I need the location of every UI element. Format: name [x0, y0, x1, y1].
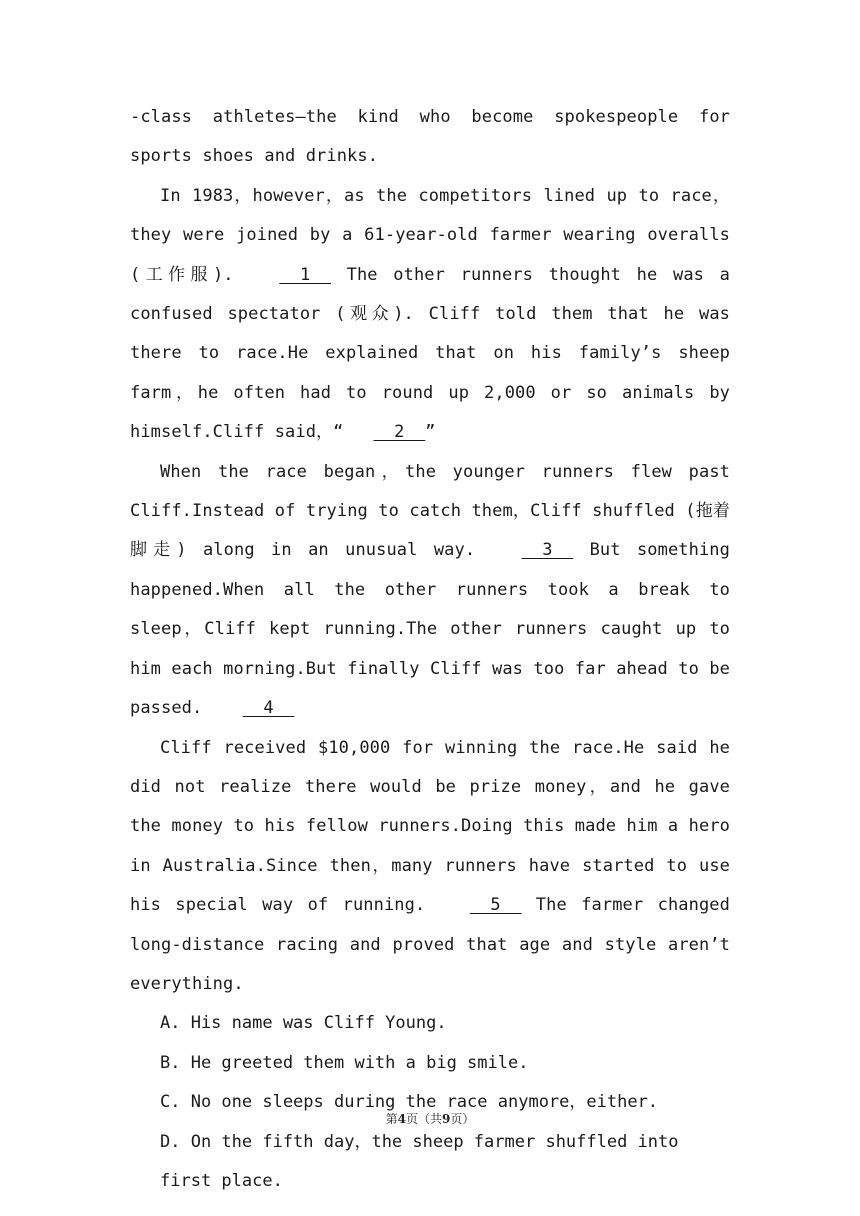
- paragraph-text: In 1983，however，as the competitors lined up to race，they were joined by a 61-year-old farmer wearing overalls (工作服).: [130, 185, 730, 285]
- option-c: C. No one sleeps during the race anymore，either.: [160, 1092, 659, 1113]
- answer-blank: 5: [469, 895, 522, 916]
- answer-blank: 4: [242, 698, 295, 719]
- footer-total-pages: 9: [442, 1112, 451, 1126]
- paragraph-text: The other runners thought he was a confused spectator (观众). Cliff told them that he was there to race.He explained that on his family’s sheep farm，he often had to round up 2,000 or so animals by himself.Cliff said，“: [130, 264, 730, 443]
- footer-prefix: 第: [385, 1112, 398, 1126]
- answer-options: [130, 1004, 730, 1201]
- paragraph-text: -class athletes—the kind who become spokespeople for sports shoes and drinks.: [130, 107, 730, 167]
- page-footer: [0, 1110, 860, 1127]
- reading-passage: [130, 98, 730, 1004]
- footer-middle: 页（共: [405, 1112, 442, 1126]
- paragraph-text: Cliff received $10,000 for winning the race.He said he did not realize there would be prize money，and he gave the money to his fellow runners.Doing this made him a hero in Australia.Since then，many runners have started to use his special way of running.: [130, 737, 730, 916]
- answer-blank: 1: [279, 264, 331, 285]
- paragraph-text: When the race began，the younger runners flew past Cliff.Instead of trying to catch them，Cliff shuffled (拖着脚走) along in an unusual way.: [130, 461, 730, 561]
- paragraph-text: But something happened.When all the other runners took a break to sleep，Cliff kept running.The other runners caught up to him each morning.But finally Cliff was too far ahead to be passed.: [130, 540, 730, 719]
- answer-blank: 3: [521, 540, 574, 561]
- paragraph-text: The farmer changed long-distance racing and proved that age and style aren’t everything.: [130, 895, 730, 994]
- option-b: B. He greeted them with a big smile.: [160, 1052, 529, 1073]
- answer-blank: 2: [373, 422, 426, 443]
- option-d: D. On the fifth day，the sheep farmer shuffled into first place.: [160, 1131, 679, 1191]
- document-page: [130, 98, 730, 1201]
- paragraph: [130, 98, 730, 177]
- footer-suffix: 页）: [450, 1112, 475, 1126]
- paragraph-text: ”: [425, 422, 436, 443]
- paragraph: [130, 177, 730, 453]
- paragraph: [130, 729, 730, 1005]
- option-a: A. His name was Cliff Young.: [160, 1013, 447, 1034]
- paragraph: [130, 453, 730, 729]
- footer-current-page: 4: [397, 1112, 406, 1126]
